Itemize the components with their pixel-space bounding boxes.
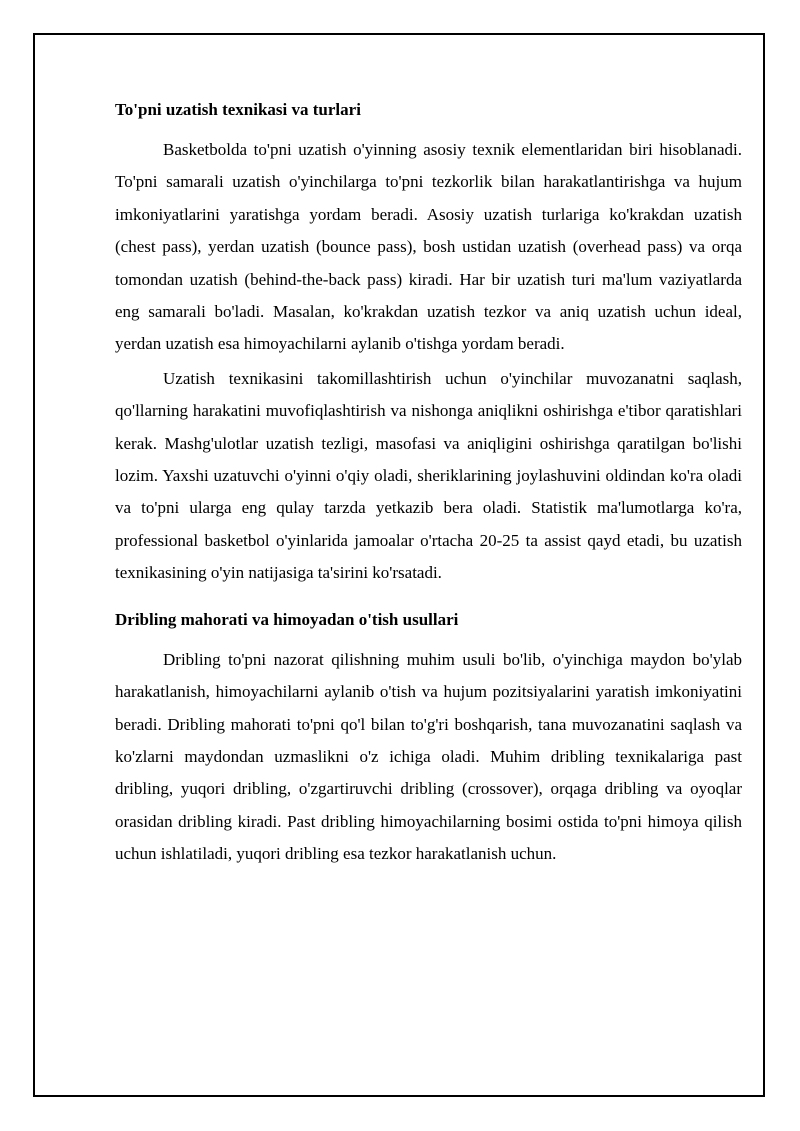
paragraph-passing-1: Basketbolda to'pni uzatish o'yinning asosiy texnik elementlaridan biri hisoblanadi. To'pni samarali uzatish o'yinchilarga to'pni tezkorlik bilan harakatlantirishga va hujum imkoniyatlarini yaratishga yordam beradi. Asosiy uzatish turlariga ko'krakdan uzatish (chest pass), yerdan uzatish (bounce pass), bosh ustidan uzatish (overhead pass) va orqa tomondan uzatish (behind-the-back pass) kiradi. Har bir uzatish turi ma'lum vaziyatlarda eng samarali bo'ladi. Masalan, ko'krakdan uzatish tezkor va aniq uzatish uchun ideal, yerdan uzatish esa himoyachilarni aylanib o'tishga yordam beradi. xyxy=(115,140,742,354)
paragraph-passing-2: Uzatish texnikasini takomillashtirish uchun o'yinchilar muvozanatni saqlash, qo'llarning harakatini muvofiqlashtirish va nishonga aniqlikni oshirishga e'tibor qaratishlari kerak. Mashg'ulotlar uzatish tezligi, masofasi va aniqligini oshirishga qaratilgan bo'lishi lozim. Yaxshi uzatuvchi o'yinni o'qiy oladi, sheriklarining joylashuvini oldindan ko'ra oladi va to'pni ularga eng qulay tarzda yetkazib bera oladi. Statistik ma'lumotlarga ko'ra, professional basketbol o'yinlarida jamoalar o'rtacha 20-25 ta assist qayd etadi, bu uzatish texnikasining o'yin natijasiga ta'sirini ko'rsatadi. xyxy=(115,368,742,583)
section-heading-dribbling: Dribling mahorati va himoyadan o'tish usullari xyxy=(115,609,459,629)
document-body xyxy=(115,98,742,873)
section-heading-passing: To'pni uzatish texnikasi va turlari xyxy=(115,100,361,119)
paragraph-dribbling-1: Dribling to'pni nazorat qilishning muhim usuli bo'lib, o'yinchiga maydon bo'ylab harakatlanish, himoyachilarni aylanib o'tish va hujum pozitsiyalarini yaratish imkoniyatini beradi. Dribling mahorati to'pni qo'l bilan to'g'ri boshqarish, tana muvozanatini saqlash va ko'zlarni maydondan uzmaslikni o'z ichiga oladi. Muhim dribling texnikalariga past dribling, yuqori dribling, o'zgartiruvchi dribling (crossover), orqaga dribling va oyoqlar orasidan dribling kiradi. Past dribling himoyachilarning bosimi ostida to'pni himoya qilish uchun ishlatiladi, yuqori dribling esa tezkor harakatlanish uchun. xyxy=(115,649,742,864)
